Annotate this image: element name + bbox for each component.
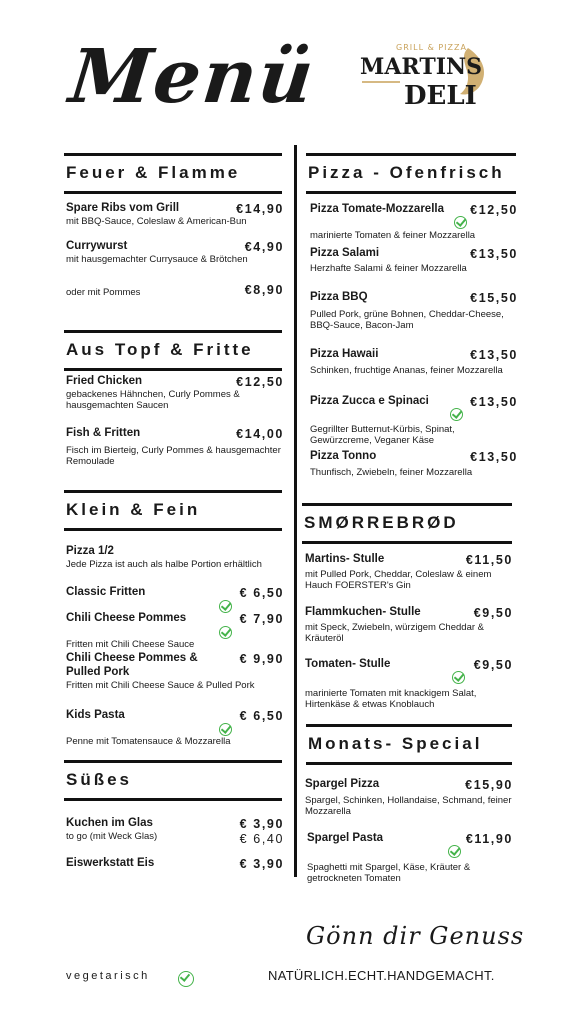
- item-description: Spaghetti mit Spargel, Käse, Kräuter & getrockneten Tomaten: [307, 862, 471, 884]
- item-description: gebackenes Hähnchen, Curly Pommes & hausgemachten Saucen: [66, 389, 240, 411]
- menu-item: [310, 203, 518, 242]
- item-description: Spargel, Schinken, Hollandaise, Schmand, feiner Mozzarella: [305, 795, 512, 817]
- item-name: Eiswerkstatt Eis: [66, 857, 155, 869]
- menu-item: [66, 202, 284, 228]
- item-name: Pizza 1/2: [66, 545, 114, 557]
- item-price: €9,50: [473, 606, 513, 620]
- item-price: €14,90: [236, 202, 284, 216]
- item-price: €12,50: [470, 203, 518, 217]
- item-description: to go (mit Weck Glas): [66, 831, 158, 842]
- item-name: Spargel Pasta: [307, 832, 384, 844]
- item-price: € 6,50: [239, 586, 284, 600]
- column-divider: [294, 145, 297, 877]
- section-heading-klein: Klein & Fein: [64, 490, 282, 531]
- item-price: €4,90: [244, 240, 284, 254]
- item-price: €8,90: [244, 283, 284, 297]
- item-description: mit hausgemachter Currysauce & Brötchen: [66, 254, 248, 265]
- item-name: Kuchen im Glas: [66, 817, 153, 829]
- menu-item: [310, 348, 518, 377]
- item-name: Kids Pasta: [66, 709, 125, 721]
- section-heading-monats: Monats- Special: [306, 724, 512, 765]
- item-description: Gegrillter Butternut-Kürbis, Spinat, Gewürzcreme, Veganer Käse: [310, 424, 455, 446]
- item-name: Fried Chicken: [66, 375, 143, 387]
- logo-line2: DELI: [404, 81, 477, 111]
- menu-item: [66, 375, 284, 412]
- item-description: marinierte Tomaten mit knackigem Salat, Hirtenkäse & etwas Knoblauch: [305, 688, 477, 710]
- vegetarian-legend-icon: [178, 971, 194, 987]
- item-price: €13,50: [470, 247, 518, 261]
- menu-item: [66, 817, 284, 846]
- menu-item: [310, 450, 518, 479]
- item-price: €15,50: [470, 291, 518, 305]
- item-price: € 3,90: [239, 857, 284, 871]
- item-price: €13,50: [470, 348, 518, 362]
- restaurant-logo: [356, 38, 496, 116]
- menu-item: [307, 832, 513, 885]
- item-description: mit Pulled Pork, Cheddar, Coleslaw & einem Hauch FOERSTER's Gin: [305, 569, 492, 591]
- item-description: Herzhafte Salami & feiner Mozzarella: [310, 263, 467, 274]
- item-description: mit Speck, Zwiebeln, würzigem Cheddar & Kräuteröl: [305, 622, 484, 644]
- vegetarian-legend-label: vegetarisch: [66, 970, 150, 982]
- item-name: Chili Cheese Pommes &: [66, 652, 198, 664]
- item-description: mit BBQ-Sauce, Coleslaw & American-Bun: [66, 216, 247, 227]
- item-price-alt: € 6,40: [239, 832, 284, 846]
- item-name: Pizza Tonno: [310, 450, 377, 462]
- item-name: Flammkuchen- Stulle: [305, 606, 421, 618]
- footer-tagline: Gönn dir Genuss: [306, 922, 525, 950]
- item-description: Pulled Pork, grüne Bohnen, Cheddar-Cheese, BBQ-Sauce, Bacon-Jam: [310, 309, 504, 331]
- item-price: €13,50: [470, 395, 518, 409]
- item-description: Fisch im Bierteig, Curly Pommes & hausgemachter Remoulade: [66, 445, 281, 467]
- item-name: Spare Ribs vom Grill: [66, 202, 180, 214]
- item-price: €11,50: [465, 553, 513, 567]
- item-name: Pizza Hawaii: [310, 348, 379, 360]
- vegetarian-icon: [454, 216, 467, 229]
- item-name: Spargel Pizza: [305, 778, 380, 790]
- menu-item: [305, 658, 513, 711]
- item-price: € 7,90: [239, 612, 284, 626]
- menu-item: [66, 709, 284, 748]
- menu-item: [66, 427, 284, 468]
- item-price: €14,00: [236, 427, 284, 441]
- section-heading-suesses: Süßes: [64, 760, 282, 801]
- item-name: Classic Fritten: [66, 586, 146, 598]
- menu-item: [66, 652, 284, 692]
- vegetarian-icon: [219, 723, 232, 736]
- item-name: Currywurst: [66, 240, 128, 252]
- item-price: €12,50: [236, 375, 284, 389]
- menu-item: [305, 553, 513, 592]
- item-name: Pizza Tomate-Mozzarella: [310, 203, 444, 215]
- item-price: € 6,50: [239, 709, 284, 723]
- item-name: Pizza Salami: [310, 247, 380, 259]
- item-description: Penne mit Tomatensauce & Mozzarella: [66, 736, 231, 747]
- section-heading-feuer: Feuer & Flamme: [64, 153, 282, 194]
- item-description: Jede Pizza ist auch als halbe Portion erhältlich: [66, 559, 262, 570]
- item-name: Fish & Fritten: [66, 427, 141, 439]
- item-name: Martins- Stulle: [305, 553, 385, 565]
- menu-item: [305, 606, 513, 645]
- item-price: € 9,90: [239, 652, 284, 666]
- item-name-line2: Pulled Pork: [66, 666, 130, 678]
- item-price: €9,50: [473, 658, 513, 672]
- logo-top-text: GRILL & PIZZA: [396, 43, 467, 52]
- item-name: Pizza Zucca e Spinaci: [310, 395, 429, 407]
- vegetarian-icon: [452, 671, 465, 684]
- menu-item: [310, 291, 518, 332]
- item-name: Chili Cheese Pommes: [66, 612, 187, 624]
- menu-item: [66, 612, 284, 651]
- section-heading-pizza: Pizza - Ofenfrisch: [306, 153, 516, 194]
- item-description: Thunfisch, Zwiebeln, feiner Mozzarella: [310, 467, 473, 478]
- menu-title: Menü: [65, 34, 320, 120]
- menu-item: [66, 545, 284, 571]
- item-description: marinierte Tomaten & feiner Mozzarella: [310, 230, 476, 241]
- item-description: oder mit Pommes: [66, 287, 141, 298]
- section-heading-smorrebrod: SMØRREBRØD: [302, 503, 512, 544]
- item-price: €13,50: [470, 450, 518, 464]
- menu-item: [66, 240, 284, 266]
- menu-item: [66, 283, 284, 299]
- item-price: € 3,90: [239, 817, 284, 831]
- vegetarian-icon: [450, 408, 463, 421]
- item-description: Fritten mit Chili Cheese Sauce & Pulled Pork: [66, 680, 255, 691]
- menu-item: [66, 857, 284, 869]
- section-heading-topf: Aus Topf & Fritte: [64, 330, 282, 371]
- menu-item: [310, 247, 518, 275]
- menu-item: [66, 586, 284, 611]
- item-description: Fritten mit Chili Cheese Sauce: [66, 639, 195, 650]
- footer-slogan: NATÜRLICH.ECHT.HANDGEMACHT.: [268, 968, 495, 983]
- item-name: Pizza BBQ: [310, 291, 368, 303]
- item-price: €11,90: [465, 832, 513, 846]
- item-price: €15,90: [465, 778, 513, 792]
- vegetarian-icon: [448, 845, 461, 858]
- logo-line1: MARTINS: [360, 54, 482, 80]
- menu-item: [305, 778, 513, 818]
- item-description: Schinken, fruchtige Ananas, feiner Mozzarella: [310, 365, 503, 376]
- vegetarian-icon: [219, 626, 232, 639]
- menu-item: [310, 395, 518, 447]
- item-name: Tomaten- Stulle: [305, 658, 391, 670]
